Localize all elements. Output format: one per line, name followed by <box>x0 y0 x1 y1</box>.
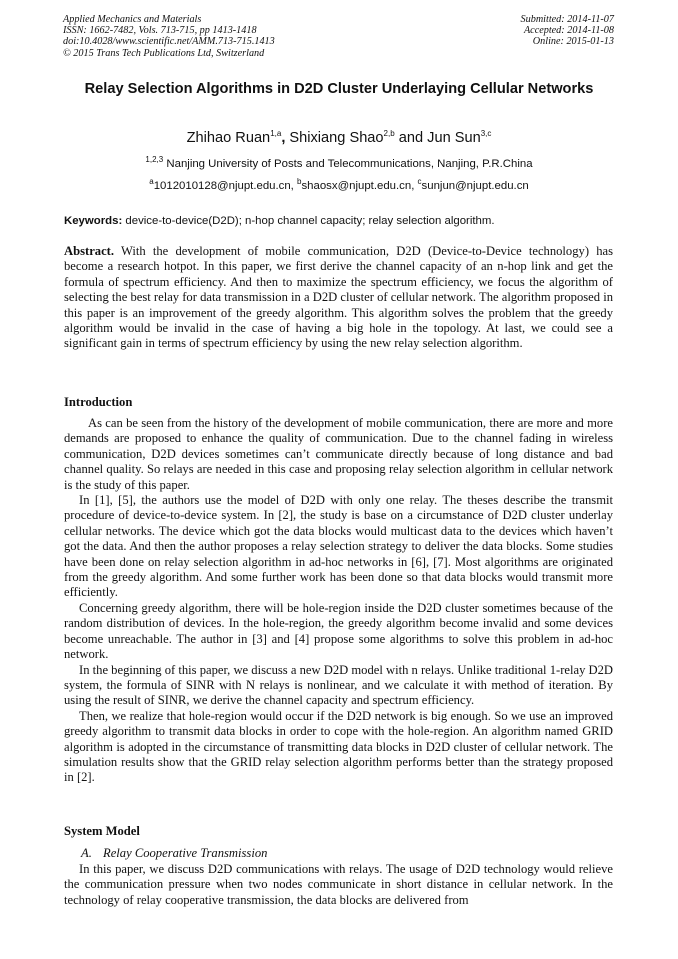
author-list: Zhihao Ruan$^{1,a}$, Shixiang Shao$^{2,b}$ and Jun Sun$^{3,c}$ <box>186 129 492 146</box>
accepted-date: Accepted: 2014-11-08 <box>523 25 614 37</box>
introduction-body <box>64 416 613 786</box>
email-address: sunjun@njupt.edu.cn <box>421 180 529 192</box>
paragraph: Then, we realize that hole-region would occur if the D2D network is big enough. So we use an improved greedy algorithm to transmit data blocks in order to cope with the hole-region. An algorithm named GRID algorithm is adopted in the circumstance of transmitting data blocks in D2D cluster of cellular network. The simulation results show that the GRID relay selection algorithm performs better than the strategy proposed in [2]. <box>64 708 613 785</box>
system-model-body <box>64 862 613 908</box>
doi-line: doi:10.4028/www.scientific.net/AMM.713-715.1413 <box>63 36 275 48</box>
author-superscript: 1,a <box>270 129 282 139</box>
keywords <box>64 214 624 228</box>
journal-info <box>63 14 275 59</box>
abstract-text: With the development of mobile communication, D2D (Device-to-Device technology) has become a research hotpot. In this paper, we first derive the channel capacity of an n-hop link and get the formula of spectrum efficiency. And then to maximize the spectrum efficiency, we focus the algorithm of selecting the best relay for data transmission in a D2D cluster of cellular network. The algorithm proposed in this paper is an improvement of the greedy algorithm. This algorithm solves the problem that the greedy algorithm would be invalid in the case of having a big hole in the topology. At last, we could see a significant gain in terms of spectrum efficiency by using the new relay selection algorithm. <box>64 244 614 351</box>
journal-name: Applied Mechanics and Materials <box>63 14 202 25</box>
paper-title: Relay Selection Algorithms in D2D Cluster Underlaying Cellular Networks <box>84 81 594 97</box>
author-name: Shixiang Shao <box>289 130 384 146</box>
keywords-text: device-to-device(D2D); n-hop channel capacity; relay selection algorithm. <box>125 215 495 227</box>
section-heading-system-model: System Model <box>64 824 140 838</box>
paragraph: In the beginning of this paper, we discuss a new D2D model with n relays. Unlike traditional 1-relay D2D system, the formula of SINR with N relays is nonlinear, and we calculate it with method of iteration. By using the result of SINR, we derive the channel capacity and spectrum efficiency. <box>64 662 613 708</box>
email-address: 1012010128@njupt.edu.cn, <box>153 180 294 192</box>
online-date: Online: 2015-01-13 <box>532 36 614 48</box>
issn-line: ISSN: 1662-7482, Vols. 713-715, pp 1413-1418 <box>63 25 257 37</box>
email-superscript: a <box>149 177 154 187</box>
subsection-heading <box>81 846 267 861</box>
author-superscript: 2,b <box>383 129 395 139</box>
paragraph: In this paper, we discuss D2D communications with relays. The usage of D2D technology would relieve the communication pressure when two nodes communicate in short distance in cellular network. In the technology of relay cooperative transmission, the data blocks are delivered from <box>64 862 613 907</box>
abstract <box>64 244 613 352</box>
author-name: Jun Sun <box>427 130 481 146</box>
submission-dates <box>521 14 614 48</box>
abstract-label: Abstract. <box>64 244 115 258</box>
affiliation-superscript: 1,2,3 <box>145 155 164 165</box>
subsection-title: Relay Cooperative Transmission <box>103 846 268 860</box>
paragraph: In [1], [5], the authors use the model of D2D with only one relay. The theses describe the transmit procedure of device-to-device system. In [2], the study is base on a circumstance of D2D cluster underlay cellular networks. The device which got the data blocks would multicast data to the devices which haven’t got the data. And then the author proposes a relay selection strategy to deliver the data blocks. Some studies have been done on relay selection algorithm in ad-hoc networks in [6], [7]. Most algorithms are originated from the greedy algorithm. And some further work has been done so that data blocks would transmit more efficiently. <box>64 493 613 600</box>
author-name: Zhihao Ruan <box>186 130 271 146</box>
affiliation <box>0 157 678 171</box>
section-heading-introduction: Introduction <box>64 395 133 409</box>
subsection-number: A. <box>81 846 92 860</box>
submitted-date: Submitted: 2014-11-07 <box>520 14 614 25</box>
paragraph: Concerning greedy algorithm, there will be hole-region inside the D2D cluster sometimes because of the random distribution of devices. In the hole-region, the greedy algorithm become invalid and some devices become unreachable. The author in [3] and [4] propose some algorithms to solve this problem in ad-hoc network. <box>64 600 613 662</box>
author-superscript: 3,c <box>480 129 492 139</box>
author-conjunction: and <box>398 130 424 146</box>
email-superscript: c <box>417 177 422 187</box>
email-address: shaosx@njupt.edu.cn, <box>301 180 415 192</box>
affiliation-text: Nanjing University of Posts and Telecommunications, Nanjing, P.R.China <box>166 158 533 170</box>
author-emails <box>0 179 678 193</box>
keywords-label: Keywords: <box>64 215 123 227</box>
copyright-line: © 2015 Trans Tech Publications Ltd, Switzerland <box>63 47 265 59</box>
email-superscript: b <box>297 177 302 187</box>
paragraph: As can be seen from the history of the development of mobile communication, there are more and more demands are proposed to enhance the quality of communication. Due to the channel fading in wireless communication, D2D devices sometimes can’t communicate directly because of long distance and bad channel quality. So relays are needed in this case and proposing relay selection algorithm in cellular network is the study of this paper. <box>64 416 613 492</box>
